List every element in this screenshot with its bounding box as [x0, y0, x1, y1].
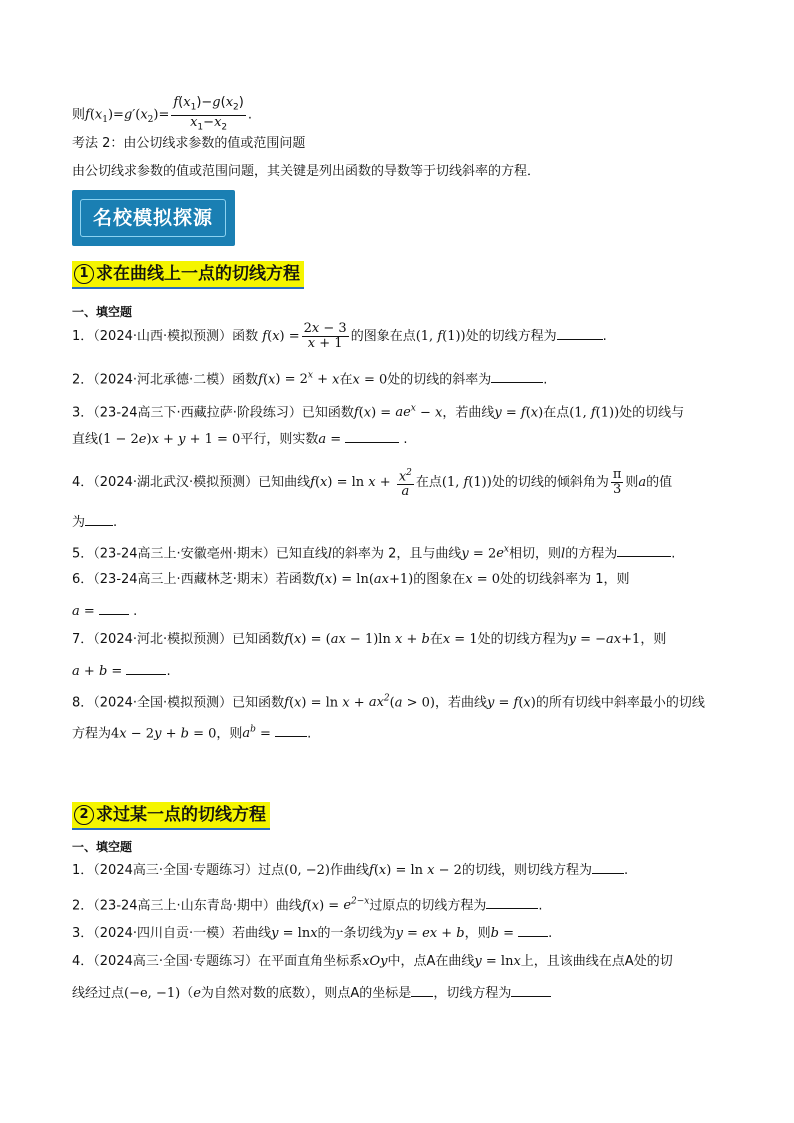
school-simulation-banner — [72, 190, 235, 246]
answer-blank[interactable] — [85, 513, 113, 526]
formula-prefix: 则 — [72, 107, 86, 123]
answer-blank[interactable] — [411, 984, 433, 997]
s2-question-4: 4．（2024高三·全国·专题练习）在平面直角坐标系xOy中，点A在曲线y = lnx上，且该曲线在点A处的切 — [72, 954, 673, 969]
s1-question-4: 4．（2024·湖北武汉·模拟预测）已知曲线f(x) = ln x + $\frac{x^2}{a}$ 在点(1, f(1))处的切线的倾斜角为 $\frac{\pi}{3}$ 则a的值 — [72, 467, 673, 500]
s1-question-8: 8．（2024·全国·模拟预测）已知函数$f(x) = \ln x + ax^2(a > 0)$，若曲线y = f(x)的所有切线中斜率最小的切线 — [72, 694, 705, 711]
section1-subhead: 一、填空题 — [72, 305, 133, 319]
s1-question-6-line2: a = . — [72, 604, 138, 619]
s2-question-4-line2: 线经过点(−e, −1)（e为自然对数的底数），则点A的坐标是 ，切线方程为 — [72, 984, 551, 1003]
banner-label: 名校模拟探源 — [80, 199, 226, 237]
answer-blank[interactable] — [126, 662, 166, 675]
s1-question-7-line2: a + b = . — [72, 664, 171, 679]
method2-desc: 由公切线求参数的值或范围问题，其关键是列出函数的导数等于切线斜率的方程． — [72, 164, 541, 179]
s2-question-3: 3．（2024·四川自贡·一模）若曲线y = lnx的一条切线为y = ex + b，则b = . — [72, 926, 553, 941]
section2-number: 2 — [74, 805, 94, 825]
answer-blank[interactable] — [617, 544, 671, 557]
s1-question-3: 3．（23-24高三下·西藏拉萨·阶段练习）已知函数$f(x) = ae^x - x$，若曲线y = f(x)在点(1, f(1))处的切线与 — [72, 404, 685, 421]
formula-fraction: $\frac{f(x_1)-g(x_2)}{x_1-x_2}$ — [173, 95, 244, 133]
answer-blank[interactable] — [557, 327, 603, 340]
section2-title: 求过某一点的切线方程 — [96, 805, 266, 825]
section1-title: 求在曲线上一点的切线方程 — [96, 264, 300, 284]
method2-title: 考法 2：由公切线求参数的值或范围问题 — [72, 136, 306, 151]
answer-blank[interactable] — [592, 861, 624, 874]
s2-question-2: 2．（23-24高三上·山东青岛·期中）曲线$f(x) = e^{2-x}$过原点的切线方程为 . — [72, 897, 543, 914]
s1-question-1: 1．（2024·山西·模拟预测）函数 f(x) = $\frac{2x - 3}{x + 1}$ 的图象在点(1, f(1))处的切线方程为 . — [72, 321, 607, 351]
answer-blank[interactable] — [518, 924, 548, 937]
answer-blank[interactable] — [486, 896, 538, 909]
answer-blank[interactable] — [99, 602, 129, 615]
answer-blank[interactable] — [345, 430, 399, 443]
s1-question-4-line2: 为 . — [72, 515, 118, 530]
section1-heading — [72, 261, 304, 289]
s1-question-6: 6．（23-24高三上·西藏林芝·期末）若函数f(x) = ln(ax+1)的图象在x = 0处的切线斜率为 1，则 — [72, 572, 630, 587]
section1-number: 1 — [74, 264, 94, 284]
formula-line: 则$f(x_1)=g'(x_2)=$ $\frac{f(x_1)-g(x_2)}{x_1-x_2}$ . — [72, 95, 252, 133]
s1-question-2: 2．（2024·河北承德·二模）函数$f(x) = 2^x + x$在x = 0处的切线的斜率为 . — [72, 371, 548, 388]
section2-heading — [72, 802, 270, 830]
s1-question-5: 5．（23-24高三上·安徽亳州·期末）已知直线l的斜率为 2，且与曲线$y = 2e^x$相切，则l的方程为 . — [72, 545, 676, 562]
s1-question-7: 7．（2024·河北·模拟预测）已知函数f(x) = (ax − 1)ln x + b在x = 1处的切线方程为y = −ax+1，则 — [72, 632, 667, 647]
s1-question-3-line2: 直线(1 − 2e)x + y + 1 = 0平行，则实数a = . — [72, 432, 408, 447]
answer-blank[interactable] — [275, 724, 307, 737]
section2-subhead: 一、填空题 — [72, 840, 133, 854]
answer-blank[interactable] — [491, 370, 543, 383]
answer-blank[interactable] — [511, 984, 551, 997]
s1-question-8-line2: 方程为4x − 2y + b = 0，则$a^b$ = . — [72, 725, 312, 742]
s2-question-1: 1．（2024高三·全国·专题练习）过点(0, −2)作曲线f(x) = ln x − 2的切线，则切线方程为 . — [72, 863, 629, 878]
